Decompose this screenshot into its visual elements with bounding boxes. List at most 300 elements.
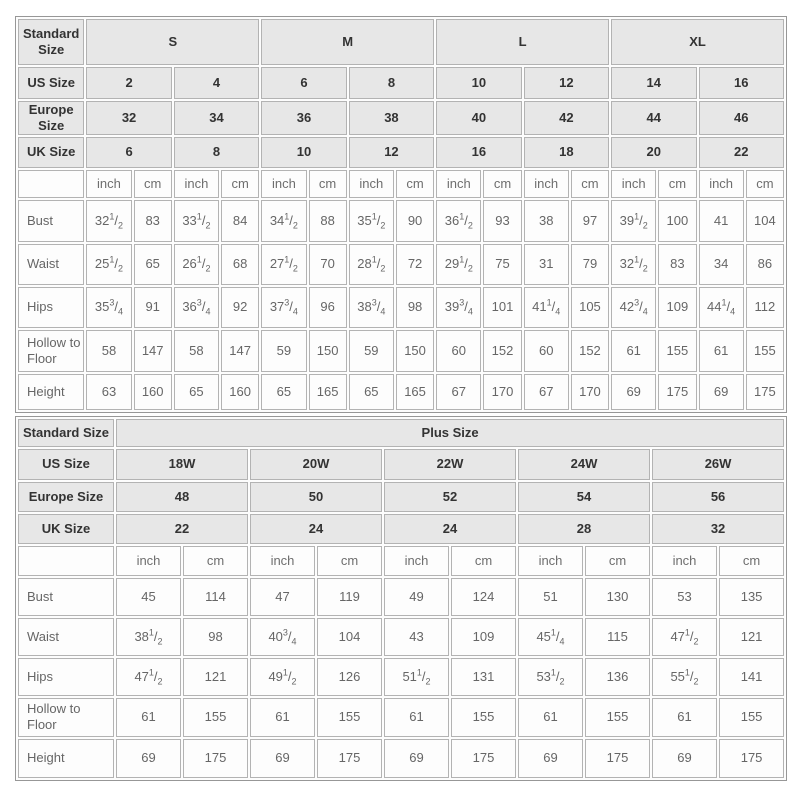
size-row-label: Europe Size <box>18 482 114 512</box>
measurement-value-cell: $35^1/_2$ <box>349 200 394 242</box>
fraction-numerator: 1 <box>721 297 727 308</box>
measurement-value-cell: $47^1/_2$ <box>652 618 717 656</box>
corner-header-cell: Standard Size <box>18 419 114 447</box>
size-value-cell: 8 <box>174 137 259 168</box>
fraction-denominator: 4 <box>380 306 386 317</box>
unit-header-cell: cm <box>134 170 172 198</box>
measurement-value-cell: 65 <box>261 374 306 410</box>
measurement-value-cell: 155 <box>317 698 382 737</box>
fraction-numerator: 1 <box>416 667 422 678</box>
measurement-value-cell: 51 <box>518 578 583 616</box>
measurement-value-cell: $34^1/_2$ <box>261 200 306 242</box>
measurement-value-cell: 91 <box>134 287 172 328</box>
table-row <box>18 739 784 778</box>
size-value-cell: 40 <box>436 101 521 135</box>
size-value-cell: 32 <box>652 514 784 544</box>
size-value-cell: 48 <box>116 482 248 512</box>
fraction-numerator: 1 <box>284 211 290 222</box>
measurement-value-cell: $26^1/_2$ <box>174 244 219 285</box>
measurement-value-cell: 155 <box>183 698 248 737</box>
measurement-value-cell: $33^1/_2$ <box>174 200 219 242</box>
measurement-value-cell: 175 <box>746 374 784 410</box>
fraction-denominator: 4 <box>467 306 473 317</box>
measurement-row-label: Hollow to Floor <box>18 330 84 372</box>
measurement-value-cell: 61 <box>384 698 449 737</box>
size-value-cell: 56 <box>652 482 784 512</box>
measurement-value-cell: $36^3/_4$ <box>174 287 219 328</box>
size-value-cell: 6 <box>261 67 346 99</box>
size-value-cell: 44 <box>611 101 696 135</box>
fraction-denominator: 2 <box>205 220 211 231</box>
fraction-numerator: 1 <box>550 667 556 678</box>
fraction-numerator: 1 <box>196 211 202 222</box>
table-row <box>18 514 784 544</box>
size-row-label: UK Size <box>18 137 84 168</box>
fraction-numerator: 1 <box>546 297 552 308</box>
size-value-cell: 16 <box>699 67 785 99</box>
unit-header-cell: inch <box>524 170 569 198</box>
measurement-value-cell: 112 <box>746 287 784 328</box>
measurement-value-cell: $35^3/_4$ <box>86 287 131 328</box>
size-value-cell: 18 <box>524 137 609 168</box>
fraction-denominator: 2 <box>559 676 565 687</box>
fraction-denominator: 2 <box>380 220 386 231</box>
measurement-value-cell: 97 <box>571 200 609 242</box>
unit-header-cell: cm <box>658 170 696 198</box>
fraction-denominator: 2 <box>205 263 211 274</box>
measurement-value-cell: 175 <box>585 739 650 778</box>
measurement-value-cell: 175 <box>658 374 696 410</box>
measurement-value-cell: 61 <box>116 698 181 737</box>
measurement-value-cell: 41 <box>699 200 744 242</box>
fraction-numerator: 1 <box>148 667 154 678</box>
size-value-cell: 26W <box>652 449 784 480</box>
measurement-value-cell: 104 <box>317 618 382 656</box>
unit-header-cell: cm <box>183 546 248 576</box>
measurement-value-cell: 135 <box>719 578 784 616</box>
measurement-value-cell: $25^1/_2$ <box>86 244 131 285</box>
fraction-numerator: 1 <box>684 627 690 638</box>
size-group-header: Plus Size <box>116 419 784 447</box>
table-row <box>18 698 784 737</box>
unit-header-cell: inch <box>250 546 315 576</box>
fraction-numerator: 1 <box>282 667 288 678</box>
fraction-denominator: 4 <box>292 306 298 317</box>
size-value-cell: 24 <box>384 514 516 544</box>
measurement-value-cell: $38^1/_2$ <box>116 618 181 656</box>
unit-header-cell: inch <box>174 170 219 198</box>
size-group-header: S <box>86 19 259 65</box>
fraction-denominator: 4 <box>291 636 297 647</box>
table-row <box>18 419 784 447</box>
size-value-cell: 28 <box>518 514 650 544</box>
measurement-value-cell: $38^3/_4$ <box>349 287 394 328</box>
fraction-denominator: 2 <box>292 220 298 231</box>
measurement-value-cell: 69 <box>611 374 656 410</box>
unit-header-cell: inch <box>436 170 481 198</box>
measurement-value-cell: 92 <box>221 287 259 328</box>
measurement-value-cell: 68 <box>221 244 259 285</box>
measurement-value-cell: 93 <box>483 200 521 242</box>
measurement-value-cell: 58 <box>174 330 219 372</box>
measurement-value-cell: 150 <box>396 330 434 372</box>
measurement-value-cell: 67 <box>436 374 481 410</box>
measurement-value-cell: 175 <box>719 739 784 778</box>
fraction-numerator: 1 <box>109 254 115 265</box>
size-value-cell: 22 <box>116 514 248 544</box>
measurement-value-cell: 83 <box>134 200 172 242</box>
unit-header-cell: inch <box>349 170 394 198</box>
measurement-value-cell: 60 <box>524 330 569 372</box>
measurement-value-cell: 175 <box>451 739 516 778</box>
measurement-value-cell: $41^1/_4$ <box>524 287 569 328</box>
measurement-row-label: Hollow to Floor <box>18 698 114 737</box>
size-value-cell: 32 <box>86 101 171 135</box>
measurement-value-cell: 61 <box>611 330 656 372</box>
fraction-numerator: 3 <box>634 297 640 308</box>
measurement-value-cell: $27^1/_2$ <box>261 244 306 285</box>
unit-header-cell: cm <box>719 546 784 576</box>
unit-header-cell: cm <box>396 170 434 198</box>
measurement-value-cell: 69 <box>652 739 717 778</box>
measurement-value-cell: 141 <box>719 658 784 696</box>
measurement-value-cell: 170 <box>483 374 521 410</box>
measurement-value-cell: $45^1/_4$ <box>518 618 583 656</box>
unit-header-cell: inch <box>261 170 306 198</box>
measurement-value-cell: 175 <box>317 739 382 778</box>
unit-header-cell: cm <box>317 546 382 576</box>
measurement-value-cell: 59 <box>261 330 306 372</box>
measurement-value-cell: $39^1/_2$ <box>611 200 656 242</box>
measurement-value-cell: 121 <box>719 618 784 656</box>
fraction-denominator: 2 <box>157 636 163 647</box>
measurement-value-cell: 69 <box>518 739 583 778</box>
unit-header-cell: inch <box>384 546 449 576</box>
fraction-numerator: 1 <box>371 254 377 265</box>
table-row <box>18 101 784 135</box>
fraction-denominator: 2 <box>380 263 386 274</box>
measurement-value-cell: 130 <box>585 578 650 616</box>
fraction-numerator: 1 <box>109 211 115 222</box>
fraction-numerator: 3 <box>459 297 465 308</box>
measurement-value-cell: $47^1/_2$ <box>116 658 181 696</box>
measurement-value-cell: 114 <box>183 578 248 616</box>
measurement-value-cell: 175 <box>183 739 248 778</box>
unit-header-cell: inch <box>611 170 656 198</box>
size-value-cell: 50 <box>250 482 382 512</box>
measurement-value-cell: 65 <box>134 244 172 285</box>
table-row <box>18 244 784 285</box>
unit-header-cell: cm <box>483 170 521 198</box>
measurement-value-cell: 34 <box>699 244 744 285</box>
plus-size-table <box>15 416 787 781</box>
measurement-value-cell: 83 <box>658 244 696 285</box>
measurement-value-cell: 119 <box>317 578 382 616</box>
table-row <box>18 137 784 168</box>
fraction-numerator: 3 <box>196 297 202 308</box>
measurement-value-cell: 136 <box>585 658 650 696</box>
measurement-row-label: Hips <box>18 287 84 328</box>
fraction-denominator: 2 <box>642 263 648 274</box>
measurement-value-cell: 86 <box>746 244 784 285</box>
unit-header-cell: inch <box>699 170 744 198</box>
fraction-numerator: 3 <box>371 297 377 308</box>
fraction-numerator: 1 <box>284 254 290 265</box>
measurement-value-cell: 61 <box>652 698 717 737</box>
fraction-denominator: 4 <box>205 306 211 317</box>
measurement-value-cell: $53^1/_2$ <box>518 658 583 696</box>
unit-header-cell: inch <box>116 546 181 576</box>
table-row <box>18 374 784 410</box>
measurement-value-cell: 59 <box>349 330 394 372</box>
measurement-row-label: Hips <box>18 658 114 696</box>
measurement-value-cell: 165 <box>396 374 434 410</box>
fraction-denominator: 4 <box>118 306 124 317</box>
corner-header-cell: Standard Size <box>18 19 84 65</box>
measurement-value-cell: 63 <box>86 374 131 410</box>
measurement-row-label: Height <box>18 374 84 410</box>
measurement-value-cell: 65 <box>174 374 219 410</box>
measurement-row-label: Height <box>18 739 114 778</box>
table-row <box>18 287 784 328</box>
table-row <box>18 578 784 616</box>
fraction-denominator: 2 <box>693 636 699 647</box>
measurement-value-cell: $36^1/_2$ <box>436 200 481 242</box>
measurement-value-cell: 69 <box>384 739 449 778</box>
measurement-value-cell: 88 <box>309 200 347 242</box>
measurement-value-cell: $39^3/_4$ <box>436 287 481 328</box>
size-value-cell: 24 <box>250 514 382 544</box>
size-value-cell: 10 <box>261 137 346 168</box>
measurement-value-cell: 53 <box>652 578 717 616</box>
fraction-denominator: 2 <box>118 263 124 274</box>
size-row-label: UK Size <box>18 514 114 544</box>
measurement-value-cell: 165 <box>309 374 347 410</box>
measurement-value-cell: $51^1/_2$ <box>384 658 449 696</box>
measurement-value-cell: 104 <box>746 200 784 242</box>
measurement-row-label: Bust <box>18 578 114 616</box>
measurement-value-cell: 49 <box>384 578 449 616</box>
measurement-value-cell: 105 <box>571 287 609 328</box>
size-row-label: Europe Size <box>18 101 84 135</box>
measurement-value-cell: 155 <box>585 698 650 737</box>
measurement-value-cell: $29^1/_2$ <box>436 244 481 285</box>
size-value-cell: 36 <box>261 101 346 135</box>
size-value-cell: 12 <box>524 67 609 99</box>
size-value-cell: 4 <box>174 67 259 99</box>
fraction-numerator: 1 <box>371 211 377 222</box>
size-value-cell: 22 <box>699 137 785 168</box>
unit-corner-cell <box>18 546 114 576</box>
measurement-value-cell: 160 <box>221 374 259 410</box>
table-row <box>18 658 784 696</box>
measurement-value-cell: 170 <box>571 374 609 410</box>
table-row <box>18 546 784 576</box>
unit-header-cell: cm <box>309 170 347 198</box>
measurement-value-cell: 61 <box>250 698 315 737</box>
measurement-value-cell: 67 <box>524 374 569 410</box>
unit-header-cell: cm <box>451 546 516 576</box>
unit-header-cell: inch <box>518 546 583 576</box>
measurement-value-cell: $37^3/_4$ <box>261 287 306 328</box>
fraction-numerator: 1 <box>459 211 465 222</box>
fraction-numerator: 1 <box>634 254 640 265</box>
fraction-numerator: 1 <box>550 627 556 638</box>
table-row <box>18 618 784 656</box>
measurement-value-cell: 126 <box>317 658 382 696</box>
measurement-value-cell: 31 <box>524 244 569 285</box>
measurement-value-cell: 58 <box>86 330 131 372</box>
table-row <box>18 330 784 372</box>
size-value-cell: 34 <box>174 101 259 135</box>
measurement-value-cell: 84 <box>221 200 259 242</box>
unit-header-cell: cm <box>221 170 259 198</box>
fraction-numerator: 3 <box>284 297 290 308</box>
fraction-numerator: 3 <box>282 627 288 638</box>
table-row <box>18 19 784 65</box>
size-value-cell: 12 <box>349 137 434 168</box>
measurement-value-cell: 98 <box>183 618 248 656</box>
measurement-value-cell: 109 <box>451 618 516 656</box>
fraction-denominator: 2 <box>118 220 124 231</box>
measurement-value-cell: 98 <box>396 287 434 328</box>
measurement-value-cell: 152 <box>483 330 521 372</box>
size-group-header: M <box>261 19 434 65</box>
measurement-value-cell: 79 <box>571 244 609 285</box>
measurement-value-cell: 75 <box>483 244 521 285</box>
measurement-value-cell: 90 <box>396 200 434 242</box>
unit-header-cell: cm <box>585 546 650 576</box>
measurement-value-cell: 69 <box>699 374 744 410</box>
measurement-value-cell: 47 <box>250 578 315 616</box>
fraction-denominator: 2 <box>642 220 648 231</box>
measurement-value-cell: 124 <box>451 578 516 616</box>
measurement-row-label: Waist <box>18 244 84 285</box>
size-value-cell: 42 <box>524 101 609 135</box>
measurement-value-cell: $40^3/_4$ <box>250 618 315 656</box>
standard-size-table <box>15 16 787 413</box>
measurement-value-cell: 121 <box>183 658 248 696</box>
measurement-value-cell: 61 <box>518 698 583 737</box>
measurement-value-cell: 155 <box>746 330 784 372</box>
measurement-value-cell: 69 <box>250 739 315 778</box>
measurement-value-cell: 96 <box>309 287 347 328</box>
unit-corner-cell <box>18 170 84 198</box>
unit-header-cell: cm <box>571 170 609 198</box>
unit-header-cell: inch <box>86 170 131 198</box>
size-value-cell: 6 <box>86 137 171 168</box>
measurement-value-cell: 43 <box>384 618 449 656</box>
measurement-value-cell: 61 <box>699 330 744 372</box>
measurement-value-cell: $42^3/_4$ <box>611 287 656 328</box>
size-value-cell: 22W <box>384 449 516 480</box>
measurement-value-cell: 131 <box>451 658 516 696</box>
measurement-value-cell: $32^1/_2$ <box>86 200 131 242</box>
measurement-value-cell: 150 <box>309 330 347 372</box>
fraction-numerator: 1 <box>634 211 640 222</box>
size-row-label: US Size <box>18 449 114 480</box>
fraction-denominator: 4 <box>555 306 561 317</box>
table-row <box>18 482 784 512</box>
measurement-value-cell: 72 <box>396 244 434 285</box>
fraction-numerator: 1 <box>684 667 690 678</box>
fraction-numerator: 3 <box>109 297 115 308</box>
size-value-cell: 52 <box>384 482 516 512</box>
unit-header-cell: inch <box>652 546 717 576</box>
size-group-header: XL <box>611 19 784 65</box>
fraction-denominator: 2 <box>157 676 163 687</box>
measurement-value-cell: 155 <box>451 698 516 737</box>
fraction-denominator: 2 <box>425 676 431 687</box>
measurement-value-cell: 70 <box>309 244 347 285</box>
measurement-value-cell: 115 <box>585 618 650 656</box>
size-value-cell: 8 <box>349 67 434 99</box>
measurement-value-cell: $49^1/_2$ <box>250 658 315 696</box>
size-value-cell: 2 <box>86 67 171 99</box>
measurement-value-cell: 155 <box>658 330 696 372</box>
size-value-cell: 46 <box>699 101 785 135</box>
measurement-value-cell: 69 <box>116 739 181 778</box>
fraction-denominator: 4 <box>559 636 565 647</box>
unit-header-cell: cm <box>746 170 784 198</box>
size-value-cell: 10 <box>436 67 521 99</box>
size-value-cell: 38 <box>349 101 434 135</box>
measurement-value-cell: $28^1/_2$ <box>349 244 394 285</box>
measurement-value-cell: $55^1/_2$ <box>652 658 717 696</box>
fraction-denominator: 2 <box>693 676 699 687</box>
size-value-cell: 18W <box>116 449 248 480</box>
measurement-value-cell: 38 <box>524 200 569 242</box>
measurement-value-cell: 100 <box>658 200 696 242</box>
table-row <box>18 170 784 198</box>
size-value-cell: 16 <box>436 137 521 168</box>
table-row <box>18 449 784 480</box>
measurement-value-cell: 45 <box>116 578 181 616</box>
fraction-numerator: 1 <box>459 254 465 265</box>
size-value-cell: 20 <box>611 137 696 168</box>
measurement-value-cell: 101 <box>483 287 521 328</box>
table-row <box>18 67 784 99</box>
measurement-value-cell: 147 <box>134 330 172 372</box>
measurement-row-label: Bust <box>18 200 84 242</box>
fraction-denominator: 2 <box>291 676 297 687</box>
fraction-denominator: 2 <box>467 220 473 231</box>
measurement-value-cell: $32^1/_2$ <box>611 244 656 285</box>
size-value-cell: 14 <box>611 67 696 99</box>
fraction-denominator: 4 <box>642 306 648 317</box>
measurement-value-cell: 155 <box>719 698 784 737</box>
fraction-denominator: 2 <box>292 263 298 274</box>
measurement-value-cell: $44^1/_4$ <box>699 287 744 328</box>
measurement-row-label: Waist <box>18 618 114 656</box>
measurement-value-cell: 147 <box>221 330 259 372</box>
fraction-denominator: 4 <box>730 306 736 317</box>
size-row-label: US Size <box>18 67 84 99</box>
measurement-value-cell: 160 <box>134 374 172 410</box>
measurement-value-cell: 152 <box>571 330 609 372</box>
size-value-cell: 54 <box>518 482 650 512</box>
size-value-cell: 24W <box>518 449 650 480</box>
fraction-numerator: 1 <box>196 254 202 265</box>
fraction-numerator: 1 <box>148 627 154 638</box>
table-row <box>18 200 784 242</box>
fraction-denominator: 2 <box>467 263 473 274</box>
measurement-value-cell: 60 <box>436 330 481 372</box>
measurement-value-cell: 109 <box>658 287 696 328</box>
size-value-cell: 20W <box>250 449 382 480</box>
size-group-header: L <box>436 19 609 65</box>
measurement-value-cell: 65 <box>349 374 394 410</box>
